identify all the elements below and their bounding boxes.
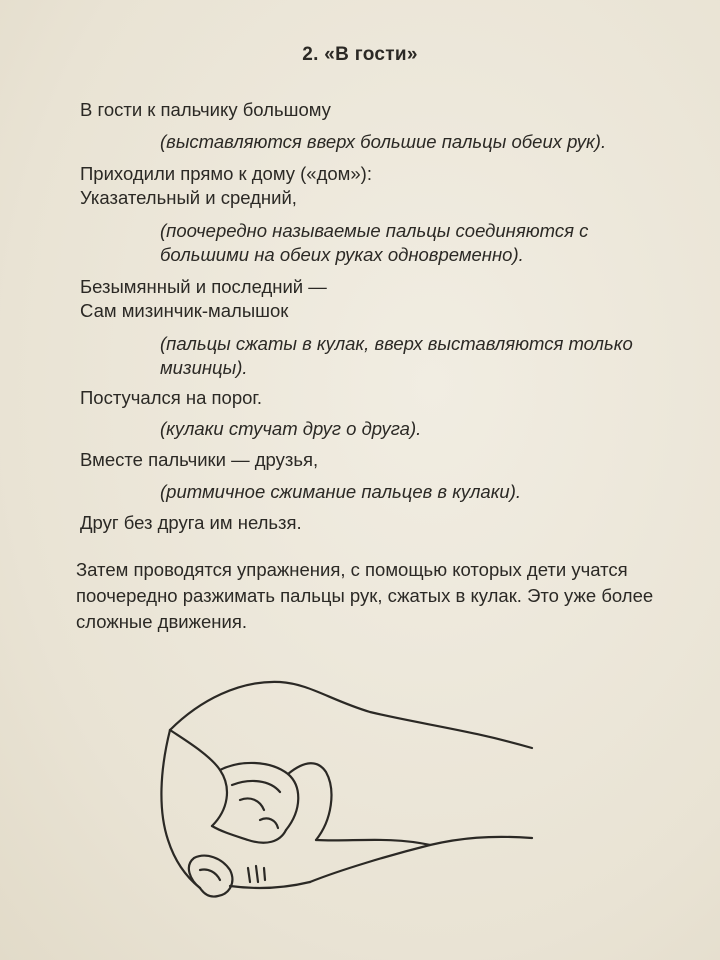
poem-line: В гости к пальчику большому xyxy=(80,99,331,120)
poem-instruction: (поочередно называемые пальцы соединяются с xyxy=(160,220,589,241)
poem-line: Указательный и средний, xyxy=(80,187,297,208)
poem-line: Друг без друга им нельзя. xyxy=(80,512,302,533)
poem-instruction: мизинцы). xyxy=(160,357,248,378)
poem-instruction: (пальцы сжаты в кулак, вверх выставляются только xyxy=(160,333,633,354)
poem-line: Сам мизинчик-малышок xyxy=(80,300,289,321)
poem-line: Безымянный и последний — xyxy=(80,276,327,297)
section-title: 2. «В гости» xyxy=(302,44,418,65)
poem-line: Вместе пальчики — друзья, xyxy=(80,449,319,470)
poem-line: Приходили прямо к дому («дом»): xyxy=(80,163,372,184)
poem-instruction: (кулаки стучат друг о друга). xyxy=(160,418,422,439)
poem-line: Постучался на порог. xyxy=(80,387,263,408)
poem-instruction: (ритмичное сжимание пальцев в кулаки). xyxy=(160,481,522,502)
body-paragraph: Затем проводятся упражнения, с помощью которых дети учатся поочередно разжимать пальцы рук, сжатых в кулак. Это уже более сложные движения. xyxy=(76,559,654,632)
hand-illustration xyxy=(140,660,560,910)
poem-instruction: (выставляются вверх большие пальцы обеих рук). xyxy=(160,131,607,152)
poem-instruction: большими на обеих руках одновременно). xyxy=(160,244,524,265)
